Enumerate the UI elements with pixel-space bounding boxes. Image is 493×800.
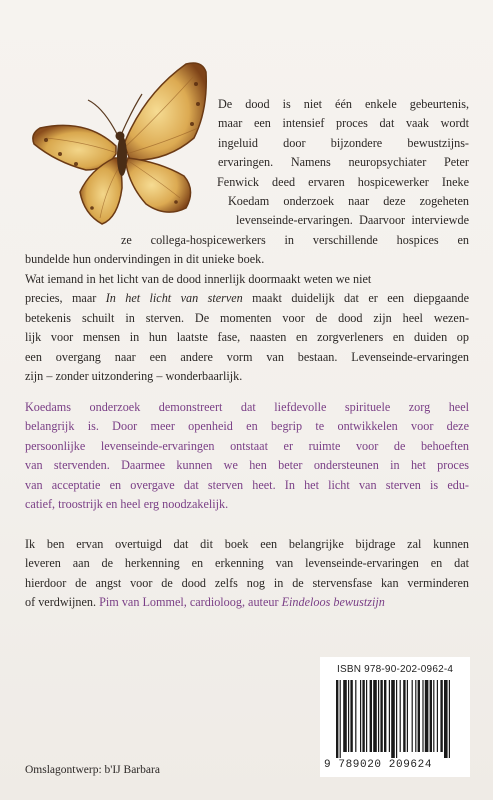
description-paragraph [25,270,469,386]
barcode-bar [370,680,372,752]
butterfly-illustration [26,58,216,238]
barcode-bar [425,680,429,752]
text-line: Koedams onderzoek demonstreert dat liefdevolle spirituele zorg heel [25,400,469,414]
text-line: persoonlijke levenseinde-ervaringen ontstaat er ruimte voor de behoeften [25,438,469,453]
text-line: Wat iemand in het licht van de dood innerlijk doormaakt weten we niet [25,272,372,286]
barcode-bar [422,680,423,752]
text-line [25,231,469,250]
barcode-bar [380,680,382,752]
barcode-bar [360,680,361,752]
barcode-bar [378,680,379,752]
text-line: ingeluid door bijzondere bewustzijns- [218,135,469,150]
text-line: van stervenden. Daarmee kunnen we hen beter ondersteunen in het proces [25,458,469,473]
barcode-bar [355,680,356,752]
barcode-bar [343,680,347,752]
barcode-bar [336,680,338,758]
review-quote [25,535,469,613]
text-line: hierdoor de angst voor de dood zelfs nog in de stervensfase kan verminderen [25,575,469,590]
barcode-bar [389,680,390,752]
text-line: ervaringen. Namens neuropsychiater Peter [218,155,469,170]
barcode-bar [400,680,401,752]
attribution-book-title: Eindeloos bewustzijn [281,595,385,610]
isbn-label: ISBN 978-90-202-0962-4 [337,664,454,675]
barcode-bar [391,680,395,758]
text-fragment: maakt duidelijk dat er een diepgaande [242,291,469,306]
barcode-bar [418,680,420,752]
barcode-graphic [332,680,460,758]
text-line: levenseinde-ervaringen. Daarvoor interviewde [236,213,469,228]
barcode-bar [449,680,450,758]
text-line: een overgang naar een andere vorm van bestaan. Levenseinde-ervaringen [25,349,469,364]
text-line-with-title [25,289,469,308]
text-line: Ik ben ervan overtuigd dat dit boek een belangrijke bijdrage zal kunnen [25,537,469,551]
barcode-bar [407,680,408,752]
barcode-bar [440,680,442,752]
text-line: betekenis schuilt in sterven. De momenten voor de dood zijn heel wezen- [25,310,469,325]
text-line: De dood is niet één enkele gebeurtenis, [218,97,469,111]
text-line-attribution [25,593,469,612]
text-line: catief, troostrijk en heel erg noodzakelijk. [25,497,229,512]
text-line: van acceptatie en overgave dat sterven heet. In het licht van sterven is edu- [25,477,469,492]
cover-design-credit: Omslagontwerp: b'IJ Barbara [25,764,160,776]
barcode-bar [433,680,434,752]
barcode-bar [384,680,386,752]
text-line: lijk voor mensen in hun laatste fase, naasten en zorgverleners en duiden op [25,330,469,345]
barcode-bar [340,680,341,758]
barcode-bar [350,680,352,752]
text-line: zijn – zonder uitzondering – wonderbaarlijk. [25,369,243,384]
intro-paragraph [218,95,469,231]
text-fragment: of verdwijnen. [25,595,100,610]
text-line-content: bundelde hun ondervindingen in dit unieke boek. [25,252,265,267]
text-line: leveren aan de herkenning en erkenning van levenseinde-ervaringen en dat [25,556,469,571]
barcode-bar [362,680,364,752]
book-title: In het licht van sterven [105,291,243,306]
text-line-content: ze collega-hospicewerkers in verschillende hospices en [121,233,469,247]
barcode-bar [437,680,438,752]
barcode-bar [412,680,413,752]
quote-attribution: Pim van Lommel, cardioloog, auteur [99,595,282,610]
intro-paragraph-continued [25,231,469,270]
text-fragment: precies, maar [25,291,106,306]
text-line: belangrijk is. Door meer openheid en begrip te ontwikkelen voor deze [25,419,469,434]
barcode-bar [396,680,397,758]
barcode-digits: 9 789020 209624 [324,759,433,771]
barcode-bar [430,680,432,752]
text-line: Fenwick deed ervaren hospicewerker Ineke [217,174,469,189]
barcode-bar [348,680,349,752]
barcode-bar [373,680,377,752]
barcode-bar [403,680,405,752]
barcode-bar [366,680,367,752]
text-line [25,250,469,269]
text-line: maar een intensief proces dat vaak wordt [218,116,469,131]
text-line: Koedam onderzoek naar deze zogeheten [228,194,469,209]
barcode-bar [415,680,416,752]
barcode-bar [444,680,448,758]
review-quote-purple [25,398,469,514]
